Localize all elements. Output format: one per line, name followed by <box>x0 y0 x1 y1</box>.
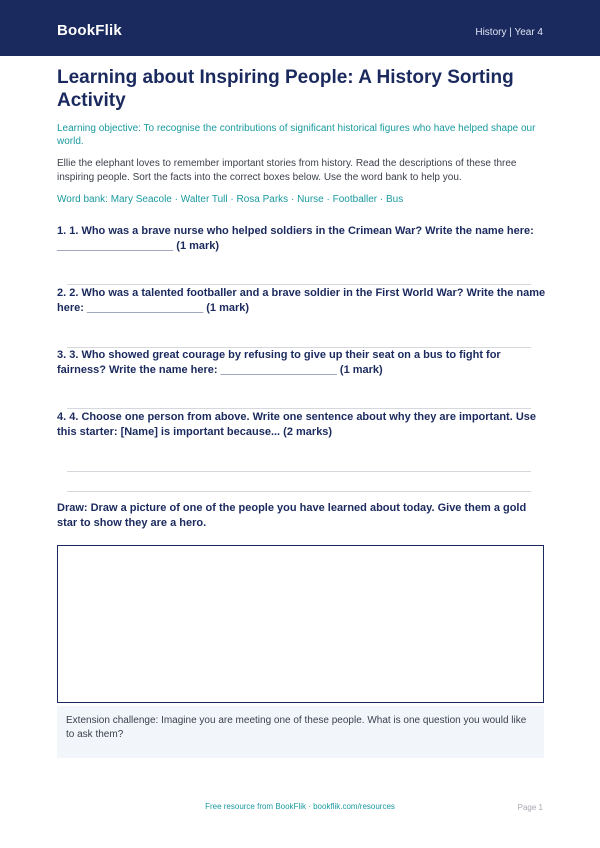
answer-line-1 <box>67 284 531 285</box>
page-number: Page 1 <box>517 803 543 812</box>
extension-text: Extension challenge: Imagine you are meeting one of these people. What is one question you would like to ask them? <box>66 715 527 740</box>
worksheet-title: Learning about Inspiring People: A History Sorting Activity <box>57 67 514 111</box>
subject-year-label: History | Year 4 <box>475 27 543 38</box>
question-3: 3. 3. Who showed great courage by refusing to give up their seat on a bus to fight for fairness? Write the name here: ___________________ (1 mark) <box>57 349 501 376</box>
question-1: 1. 1. Who was a brave nurse who helped soldiers in the Crimean War? Write the name here: ___________________ (1 mark) <box>57 225 534 252</box>
brand-logo-text: BookFlik <box>57 22 122 39</box>
word-bank: Word bank: Mary Seacole · Walter Tull · Rosa Parks · Nurse · Footballer · Bus <box>57 194 404 205</box>
question-4: 4. 4. Choose one person from above. Write one sentence about why they are important. Use this starter: [Name] is important because... (2 marks) <box>57 411 537 438</box>
drawing-box[interactable] <box>57 545 544 703</box>
intro-text: Ellie the elephant loves to remember important stories from history. Read the descriptions of these three inspiring people. Sort the facts into the correct boxes below. Use the word bank to help you. <box>57 158 517 183</box>
answer-line-4a <box>67 471 531 472</box>
draw-prompt: Draw: Draw a picture of one of the people you have learned about today. Give them a gold star to show they are a hero. <box>57 502 527 529</box>
learning-objective: Learning objective: To recognise the contributions of significant historical figures who have helped shape our world. <box>57 123 536 147</box>
extension-challenge <box>57 706 544 758</box>
answer-line-4b <box>67 491 531 492</box>
page-header <box>0 0 600 56</box>
footer-resource-link[interactable]: Free resource from BookFlik · bookflik.com/resources <box>205 802 395 811</box>
question-2: 2. 2. Who was a talented footballer and a brave soldier in the First World War? Write the name here: ___________________ (1 mark) <box>57 287 546 314</box>
answer-line-3 <box>67 408 531 409</box>
